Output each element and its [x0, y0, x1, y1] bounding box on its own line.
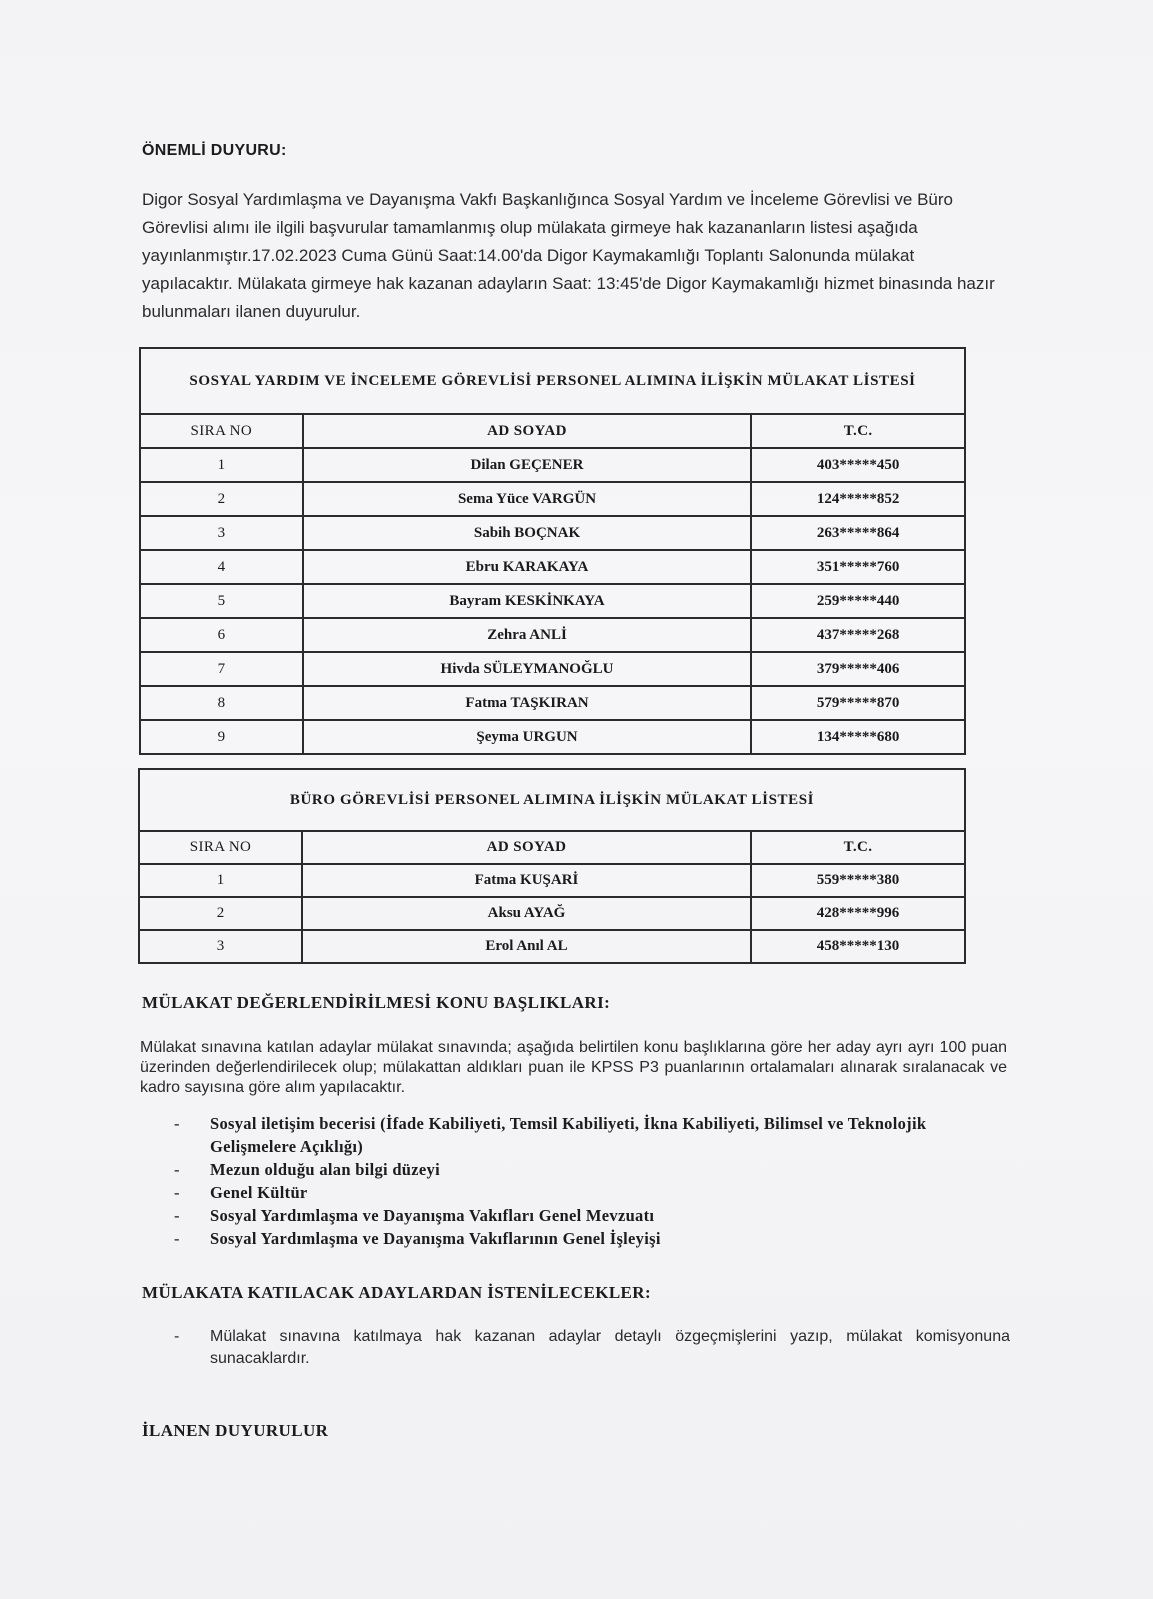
intro-paragraph: Digor Sosyal Yardımlaşma ve Dayanışma Vakfı Başkanlığınca Sosyal Yardım ve İnceleme Görevlisi ve Büro Görevlisi alımı ile ilgili başvurular tamamlanmış olup mülakata girmeye hak kazananların listesi aşağıda yayınlanmıştır.17.02.2023 Cuma Günü Saat:14.00'da Digor Kaymakamlığı Toplantı Salonunda mülakat yapılacaktır. Mülakata girmeye hak kazanan adayların Saat: 13:45'de Digor Kaymakamlığı hizmet binasında hazır bulunmaları ilanen duyurulur. — [142, 190, 995, 321]
cell-ad-soyad: Şeyma URGUN — [303, 720, 752, 754]
cell-tc: 458*****130 — [751, 930, 965, 963]
cell-sira-no: 3 — [139, 930, 302, 963]
table-row — [140, 720, 965, 754]
cell-ad-soyad: Hivda SÜLEYMANOĞLU — [303, 652, 752, 686]
requirements-section-title: MÜLAKATA KATILACAK ADAYLARDAN İSTENİLECEKLER: — [142, 1283, 652, 1302]
list-item — [170, 1112, 1010, 1158]
cell-sira-no: 1 — [140, 448, 303, 482]
cell-tc: 134*****680 — [751, 720, 965, 754]
interview-list-table-office — [138, 768, 966, 964]
cell-tc: 437*****268 — [751, 618, 965, 652]
dash-bullet: - — [174, 1114, 180, 1133]
table-row — [139, 864, 965, 897]
table-row — [140, 516, 965, 550]
list-item — [170, 1326, 1010, 1370]
table-row — [140, 550, 965, 584]
table-row — [140, 618, 965, 652]
list-item — [170, 1181, 1010, 1204]
table-caption — [140, 348, 965, 414]
list-item — [170, 1204, 1010, 1227]
cell-ad-soyad: Fatma KUŞARİ — [302, 864, 751, 897]
evaluation-topics-list — [170, 1112, 1010, 1250]
column-header-ad-soyad: AD SOYAD — [303, 414, 752, 448]
table-row — [139, 930, 965, 963]
cell-ad-soyad: Erol Anıl AL — [302, 930, 751, 963]
cell-tc: 351*****760 — [751, 550, 965, 584]
table-row — [140, 482, 965, 516]
topic-text: Mezun olduğu alan bilgi düzeyi — [210, 1160, 440, 1179]
cell-ad-soyad: Ebru KARAKAYA — [303, 550, 752, 584]
cell-sira-no: 1 — [139, 864, 302, 897]
cell-ad-soyad: Sema Yüce VARGÜN — [303, 482, 752, 516]
cell-tc: 559*****380 — [751, 864, 965, 897]
evaluation-section-title: MÜLAKAT DEĞERLENDİRİLMESİ KONU BAŞLIKLARI: — [142, 993, 611, 1012]
announcement-title: ÖNEMLİ DUYURU: — [142, 142, 287, 159]
cell-sira-no: 2 — [140, 482, 303, 516]
cell-tc: 403*****450 — [751, 448, 965, 482]
cell-sira-no: 7 — [140, 652, 303, 686]
dash-bullet: - — [174, 1160, 180, 1179]
evaluation-paragraph: Mülakat sınavına katılan adaylar mülakat sınavında; aşağıda belirtilen konu başlıklarına göre her aday ayrı ayrı 100 puan üzerinden değerlendirilecek olup; mülakattan aldıkları puan ile KPSS P3 puanlarının ortalamaları alınarak sıralanacak ve kadro sayısına göre alım yapılacaktır. — [140, 1039, 1007, 1096]
table-row — [139, 897, 965, 930]
list-item — [170, 1227, 1010, 1250]
cell-ad-soyad: Fatma TAŞKIRAN — [303, 686, 752, 720]
dash-bullet: - — [174, 1183, 180, 1202]
cell-sira-no: 9 — [140, 720, 303, 754]
table-caption-text: SOSYAL YARDIM VE İNCELEME GÖREVLİSİ PERSONEL ALIMINA İLİŞKİN MÜLAKAT LİSTESİ — [189, 373, 916, 389]
dash-bullet: - — [174, 1206, 180, 1225]
cell-ad-soyad: Dilan GEÇENER — [303, 448, 752, 482]
cell-tc: 259*****440 — [751, 584, 965, 618]
list-item — [170, 1158, 1010, 1181]
table-row — [140, 448, 965, 482]
column-header-sira-no: SIRA NO — [139, 831, 302, 864]
table-row — [140, 584, 965, 618]
cell-ad-soyad: Bayram KESKİNKAYA — [303, 584, 752, 618]
cell-tc: 124*****852 — [751, 482, 965, 516]
cell-tc: 263*****864 — [751, 516, 965, 550]
cell-sira-no: 5 — [140, 584, 303, 618]
cell-tc: 579*****870 — [751, 686, 965, 720]
cell-ad-soyad: Sabih BOÇNAK — [303, 516, 752, 550]
column-header-sira-no: SIRA NO — [140, 414, 303, 448]
closing-statement: İLANEN DUYURULUR — [142, 1421, 329, 1440]
cell-sira-no: 6 — [140, 618, 303, 652]
table-row — [140, 686, 965, 720]
interview-list-table-social-aid — [139, 347, 966, 755]
topic-text: Genel Kültür — [210, 1183, 308, 1202]
requirements-list — [170, 1326, 1010, 1370]
topic-text: Sosyal Yardımlaşma ve Dayanışma Vakıflarının Genel İşleyişi — [210, 1229, 661, 1248]
cell-sira-no: 4 — [140, 550, 303, 584]
table-caption: BÜRO GÖREVLİSİ PERSONEL ALIMINA İLİŞKİN MÜLAKAT LİSTESİ — [139, 769, 965, 831]
column-header-tc: T.C. — [751, 414, 965, 448]
table-row — [140, 652, 965, 686]
cell-ad-soyad: Aksu AYAĞ — [302, 897, 751, 930]
requirement-text: Mülakat sınavına katılmaya hak kazanan adaylar detaylı özgeçmişlerini yazıp, mülakat komisyonuna sunacaklardır. — [210, 1328, 1010, 1367]
column-header-tc: T.C. — [751, 831, 965, 864]
column-header-ad-soyad: AD SOYAD — [302, 831, 751, 864]
topic-text: Sosyal Yardımlaşma ve Dayanışma Vakıfları Genel Mevzuatı — [210, 1206, 655, 1225]
cell-sira-no: 8 — [140, 686, 303, 720]
dash-bullet: - — [174, 1229, 180, 1248]
cell-tc: 428*****996 — [751, 897, 965, 930]
cell-ad-soyad: Zehra ANLİ — [303, 618, 752, 652]
cell-tc: 379*****406 — [751, 652, 965, 686]
cell-sira-no: 3 — [140, 516, 303, 550]
dash-bullet: - — [174, 1328, 180, 1345]
topic-text: Sosyal iletişim becerisi (İfade Kabiliyeti, Temsil Kabiliyeti, İkna Kabiliyeti, Bilimsel ve Teknolojik Gelişmelere Açıklığı) — [210, 1114, 927, 1156]
cell-sira-no: 2 — [139, 897, 302, 930]
